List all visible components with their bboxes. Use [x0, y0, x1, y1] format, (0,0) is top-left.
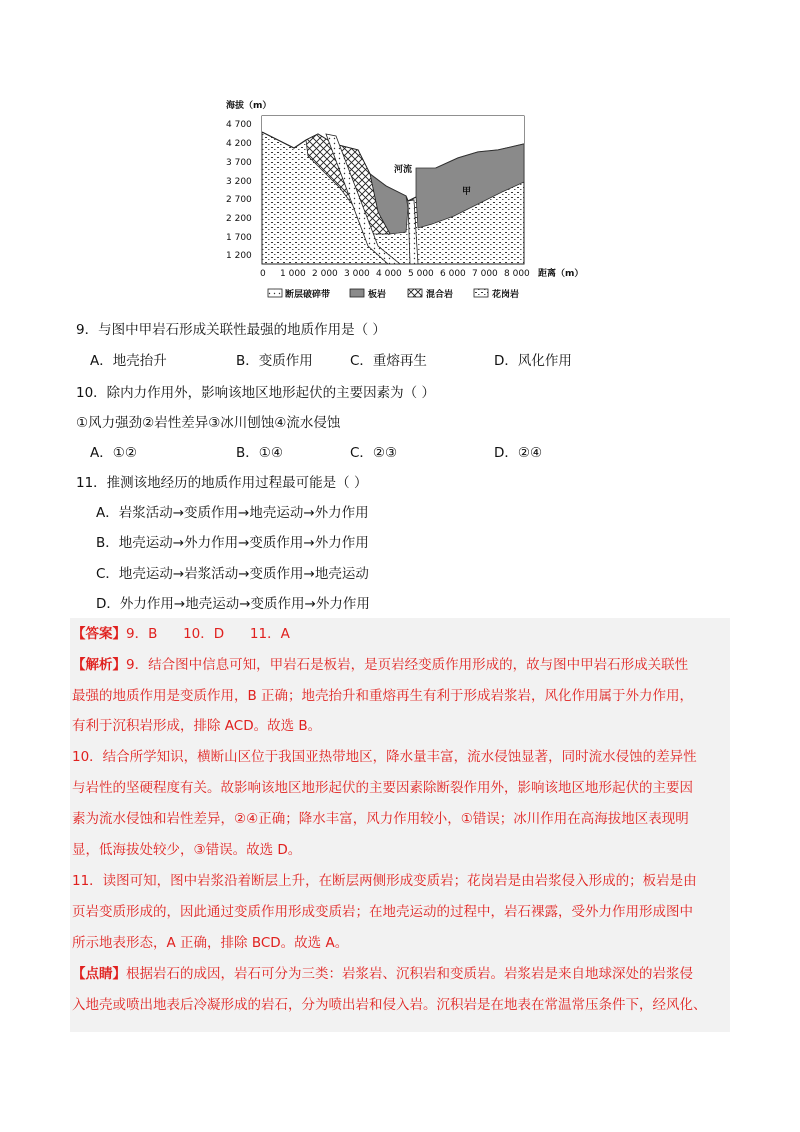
y-tick: 4 700: [226, 120, 252, 130]
tip-text: 根据岩石的成因，岩石可分为三类：岩浆岩、沉积岩和变质岩。岩浆岩是来自地球深处的岩浆侵: [126, 966, 693, 982]
legend-label: 断层破碎带: [285, 290, 331, 300]
tip-line-1: [72, 965, 693, 983]
legend-swatch-migmatite: [408, 289, 422, 297]
analysis-line-10: 所示地表形态，A 正确，排除 BCD。故选 A。: [72, 935, 349, 951]
legend-label: 板岩: [368, 290, 387, 300]
analysis-line-8: 11．读图可知，图中岩浆沿着断层上升，在断层两侧形成变质岩；花岗岩是由岩浆侵入形成的；板岩是由: [72, 873, 697, 889]
y-tick: 3 700: [226, 158, 252, 168]
question-10-option-b: B．①④: [236, 445, 283, 461]
x-tick: 8 000: [504, 269, 530, 279]
analysis-line-9: 页岩变质形成的，因此通过变质作用形成变质岩；在地壳运动的过程中，岩石裸露，受外力作用形成图中: [72, 904, 693, 920]
geologic-cross-section-figure: [222, 96, 592, 306]
question-11-stem: 11．推测该地经历的地质作用过程最可能是（ ）: [76, 475, 368, 491]
y-tick: 4 200: [226, 139, 252, 149]
analysis-line-5: 与岩性的坚硬程度有关。故影响该地区地形起伏的主要因素除断裂作用外，影响该地区地形起伏的主要因: [72, 780, 693, 796]
question-11-option-a: A．岩浆活动→变质作用→地壳运动→外力作用: [96, 505, 369, 521]
x-axis-title: 距离（m）: [538, 269, 584, 279]
tip-tag: 【点睛】: [72, 966, 126, 982]
y-tick: 3 200: [226, 177, 252, 187]
analysis-line-7: 显，低海拔处较少，③错误。故选 D。: [72, 842, 302, 858]
x-tick: 6 000: [440, 269, 466, 279]
question-10-stem: 10．除内力作用外，影响该地区地形起伏的主要因素为（ ）: [76, 385, 435, 401]
question-10-option-d: D．②④: [494, 445, 543, 461]
question-10-option-a: A．①②: [90, 445, 137, 461]
question-9-option-a: A．地壳抬升: [90, 353, 167, 369]
question-9-option-c: C．重熔再生: [350, 353, 427, 369]
analysis-tag: 【解析】: [72, 657, 126, 673]
y-tick: 2 700: [226, 195, 252, 205]
x-tick: 4 000: [376, 269, 402, 279]
x-tick: 5 000: [408, 269, 434, 279]
y-axis-title: 海拔（m）: [226, 101, 272, 111]
y-tick: 1 700: [226, 233, 252, 243]
analysis-line-6: 素为流水侵蚀和岩性差异，②④正确；降水丰富，风力作用较小，①错误；冰川作用在高海拔地区表现明: [72, 811, 689, 827]
question-11-option-d: D．外力作用→地壳运动→变质作用→外力作用: [96, 596, 370, 612]
tip-line-2: 入地壳或喷出地表后冷凝形成的岩石，分为喷出岩和侵入岩。沉积岩是在地表在常温常压条件下，经风化、: [72, 997, 707, 1013]
y-tick: 1 200: [226, 251, 252, 261]
question-9-stem: 9．与图中甲岩石形成关联性最强的地质作用是（ ）: [76, 322, 386, 338]
y-tick: 2 200: [226, 214, 252, 224]
legend-label: 混合岩: [426, 290, 454, 300]
question-9-option-d: D．风化作用: [494, 353, 572, 369]
question-11-option-c: C．地壳运动→岩浆活动→变质作用→地壳运动: [96, 566, 369, 582]
x-tick-labels: [260, 269, 530, 279]
question-10-option-c: C．②③: [350, 445, 398, 461]
legend-swatch-fault: [268, 289, 282, 297]
legend-swatch-granite: [474, 289, 488, 297]
x-tick: 3 000: [344, 269, 370, 279]
x-tick: 0: [260, 269, 266, 279]
y-tick-labels: [226, 120, 252, 261]
rock-jia-label: 甲: [462, 187, 472, 197]
question-10-substem: ①风力强劲②岩性差异③冰川刨蚀④流水侵蚀: [76, 415, 341, 431]
river-label: 河流: [394, 165, 413, 175]
analysis-text: 9．结合图中信息可知，甲岩石是板岩，是页岩经变质作用形成的，故与图中甲岩石形成关联性: [126, 657, 689, 673]
answer-tag: 【答案】: [72, 626, 126, 642]
analysis-line-4: 10．结合所学知识，横断山区位于我国亚热带地区，降水量丰富，流水侵蚀显著，同时流水侵蚀的差异性: [72, 749, 697, 765]
analysis-line-2: 最强的地质作用是变质作用，B 正确；地壳抬升和重熔再生有利于形成岩浆岩，风化作用属于外力作用，: [72, 688, 694, 704]
figure-legend: [268, 288, 519, 300]
analysis-line-1: [72, 656, 688, 674]
analysis-line-3: 有利于沉积岩形成，排除 ACD。故选 B。: [72, 718, 322, 734]
legend-swatch-slate: [350, 289, 364, 297]
x-tick: 1 000: [280, 269, 306, 279]
x-tick: 2 000: [312, 269, 338, 279]
x-tick: 7 000: [472, 269, 498, 279]
answer-line: [72, 625, 290, 643]
question-11-option-b: B．地壳运动→外力作用→变质作用→外力作用: [96, 535, 369, 551]
legend-label: 花岗岩: [492, 290, 520, 300]
question-9-option-b: B．变质作用: [236, 353, 313, 369]
answer-text: 9．B 10．D 11．A: [126, 626, 290, 642]
